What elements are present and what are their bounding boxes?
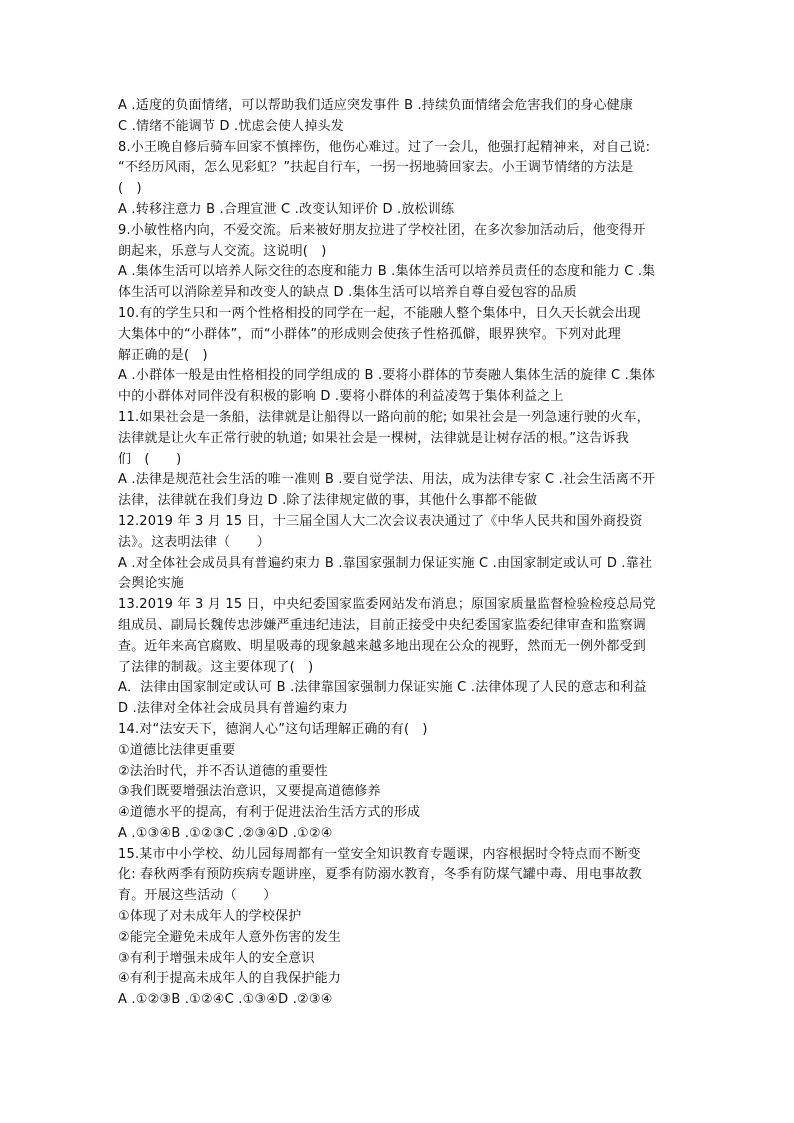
q12-options-line-2: 会舆论实施 <box>118 576 185 592</box>
q14-item-2: ②法治时代，并不否认道德的重要性 <box>118 763 328 779</box>
q11-stem-line-2: 法律就是让火车正常行驶的轨道; 如果社会是一棵树，法律就是让树存活的根。”这告诉我 <box>118 430 629 446</box>
q15-item-4: ④有利于提高未成年人的自我保护能力 <box>118 971 342 987</box>
q11-stem-line-1: 11.如果社会是一条船，法律就是让船得以一路向前的舵; 如果社会是一列急速行驶的火车， <box>118 409 650 425</box>
q11-options-line-1: A .法律是规范社会生活的唯一准则 B .要自觉学法、用法，成为法律专家 C .社会生活离不开 <box>118 472 656 488</box>
q10-stem-line-1: 10.有的学生只和一两个性格相投的同学在一起，不能融人整个集体中，日久天长就会出现 <box>118 305 641 321</box>
q15-stem-line-1: 15.某市中小学校、幼儿园每周都有一堂安全知识教育专题课，内容根据时令特点而不断变 <box>118 846 641 862</box>
q7-options-line-1: A .适度的负面情绪，可以帮助我们适应突发事件 B .持续负面情绪会危害我们的身心健康 <box>118 98 634 113</box>
q13-stem-line-1: 13.2019 年 3 月 15 日，中央纪委国家监委网站发布消息；原国家质量监督检验检疫总局党 <box>118 597 656 613</box>
q14-item-4: ④道德水平的提高，有利于促进法治生活方式的形成 <box>118 805 421 821</box>
q15-stem-line-3: 育。开展这些活动（ ） <box>118 888 277 904</box>
q9-options-line-1: A .集体生活可以培养人际交往的态度和能力 B .集体生活可以培养员责任的态度和能力 C .集 <box>118 264 656 280</box>
q10-options-line-2: 中的小群体对同伴没有积极的影响 D .要将小群体的利益凌驾于集体利益之上 <box>118 389 564 405</box>
q8-stem-line-2: “不经历风雨，怎么见彩虹？”扶起自行车，一拐一拐地骑回家去。小王调节情绪的方法是 <box>118 160 634 176</box>
q15-options: A .①②③B .①②④C .①③④D .②③④ <box>118 992 333 1008</box>
q15-item-2: ②能完全避免未成年人意外伤害的发生 <box>118 929 342 945</box>
q11-stem-line-3: 们 ( ) <box>118 451 182 467</box>
q13-stem-line-2: 组成员、副局长魏传忠涉嫌严重违纪违法，目前正接受中央纪委国家监委纪律审查和监察调 <box>118 617 647 633</box>
q10-stem-line-3: 解正确的是( ) <box>118 347 208 363</box>
q8-options: A .转移注意力 B .合理宣泄 C .改变认知评价 D .放松训练 <box>118 201 455 217</box>
q12-stem-line-2: 法》。这表明法律（ ） <box>118 534 270 550</box>
q13-options-line-2: D .法律对全体社会成员具有普遍约束力 <box>118 701 349 717</box>
q9-stem-line-2: 朗起来，乐意与人交流。这说明( ) <box>118 243 327 259</box>
exam-page <box>118 96 678 1011</box>
q15-item-1: ①体现了对未成年人的学校保护 <box>118 909 302 925</box>
q14-item-1: ①道德比法律更重要 <box>118 742 236 758</box>
q10-options-line-1: A .小群体一般是由性格相投的同学组成的 B .要将小群体的节奏融人集体生活的旋律 C .集体 <box>118 368 656 384</box>
q12-options-line-1: A .对全体社会成员具有普遍约束力 B .靠国家强制力保证实施 C .由国家制定或认可 D .靠社 <box>118 555 653 571</box>
q13-stem-line-3: 查。近年来高官腐败、明星吸毒的现象越来越多地出现在公众的视野，然而无一例外都受到 <box>118 638 647 654</box>
q9-options-line-2: 体生活可以消除差异和改变人的缺点 D .集体生活可以培养自尊自爱包容的品质 <box>118 285 577 301</box>
q14-item-3: ③我们既要增强法治意识，又要提高道德修养 <box>118 784 381 800</box>
q10-stem-line-2: 大集体中的“小群体”，而“小群体”的形成则会使孩子性格孤僻，眼界狭窄。下列对此理 <box>118 326 621 342</box>
q7-options-line-2: C .情绪不能调节 D .忧虑会使人掉头发 <box>118 118 344 134</box>
q13-stem-line-4: 了法律的制裁。这主要体现了( ) <box>118 659 314 675</box>
q8-stem-line-3: ( ) <box>118 181 142 197</box>
q14-stem: 14.对“法安天下，德润人心”这句话理解正确的有( ) <box>118 721 428 737</box>
q14-options: A .①③④B .①②③C .②③④D .①②④ <box>118 825 333 841</box>
q15-stem-line-2: 化: 春秋两季有预防疾病专题讲座，夏季有防溺水教育，冬季有防煤气罐中毒、用电事故教 <box>118 867 642 883</box>
q8-stem-line-1: 8.小王晚自修后骑车回家不慎摔伤，他伤心难过。过了一会儿，他强打起精神来，对自己说: <box>118 139 651 155</box>
q15-item-3: ③有利于增强未成年人的安全意识 <box>118 950 315 966</box>
q9-stem-line-1: 9.小敏性格内向，不爱交流。后来被好朋友拉进了学校社团，在多次参加活动后，他变得开 <box>118 222 646 238</box>
q13-options-line-1: A．法律由国家制定或认可 B .法律靠国家强制力保证实施 C .法律体现了人民的意志和利益 <box>118 680 647 696</box>
q11-options-line-2: 法律，法律就在我们身边 D .除了法律规定做的事，其他什么事都不能做 <box>118 493 538 509</box>
q12-stem-line-1: 12.2019 年 3 月 15 日，十三届全国人大二次会议表决通过了《中华人民共和国外商投资 <box>118 513 643 529</box>
